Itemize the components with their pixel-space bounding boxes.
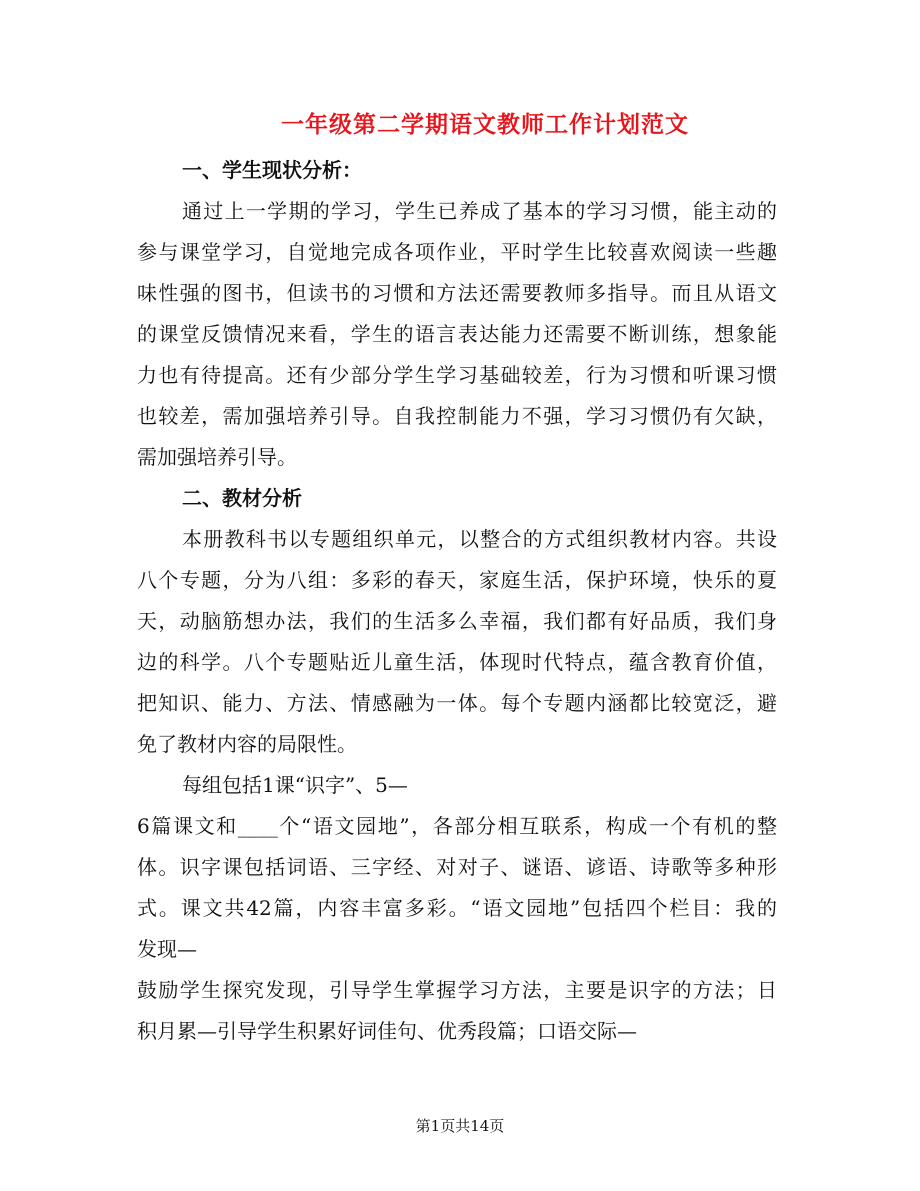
text-line: 力也有待提高。还有少部分学生学习基础较差，行为习惯和听课习惯 [137, 363, 777, 387]
section-heading: 一、学生现状分析： [182, 158, 362, 182]
section-heading: 二、教材分析 [182, 486, 302, 510]
text-line: 每组包括1课“识字”、5— [182, 773, 408, 797]
text-line: 天，动脑筋想办法，我们的生活多么幸福，我们都有好品质，我们身 [137, 609, 777, 633]
text-line: 味性强的图书，但读书的习惯和方法还需要教师多指导。而且从语文 [137, 281, 777, 305]
document-body [137, 150, 777, 1052]
text-line: 6篇课文和____个“语文园地”，各部分相互联系，构成一个有机的整 [137, 814, 777, 838]
text-line: 也较差，需加强培养引导。自我控制能力不强，学习习惯仍有欠缺， [137, 404, 777, 428]
text-line: 把知识、能力、方法、情感融为一体。每个专题内涵都比较宽泛，避 [137, 691, 777, 715]
text-line: 通过上一学期的学习，学生已养成了基本的学习习惯，能主动的 [182, 199, 777, 223]
text-line: 的课堂反馈情况来看，学生的语言表达能力还需要不断训练，想象能 [137, 322, 777, 346]
text-line: 积月累—引导学生积累好词佳句、优秀段篇；口语交际— [137, 1019, 637, 1043]
text-line: 鼓励学生探究发现，引导学生掌握学习方法，主要是识字的方法；日 [137, 978, 777, 1002]
text-line: 边的科学。八个专题贴近儿童生活，体现时代特点，蕴含教育价值， [137, 650, 777, 674]
text-line: 发现— [137, 937, 197, 961]
text-line: 免了教材内容的局限性。 [137, 732, 357, 756]
text-line: 需加强培养引导。 [137, 445, 297, 469]
text-line: 体。识字课包括词语、三字经、对对子、谜语、谚语、诗歌等多种形 [137, 855, 777, 879]
document-title: 一年级第二学期语文教师工作计划范文 [281, 111, 689, 138]
text-line: 本册教科书以专题组织单元，以整合的方式组织教材内容。共设 [182, 527, 777, 551]
text-line: 式。课文共42篇，内容丰富多彩。“语文园地”包括四个栏目：我的 [137, 896, 777, 920]
page-number: 第1页共14页 [415, 1117, 505, 1135]
text-line: 参与课堂学习，自觉地完成各项作业，平时学生比较喜欢阅读一些趣 [137, 240, 777, 264]
text-line: 八个专题，分为八组：多彩的春天，家庭生活，保护环境，快乐的夏 [137, 568, 777, 592]
